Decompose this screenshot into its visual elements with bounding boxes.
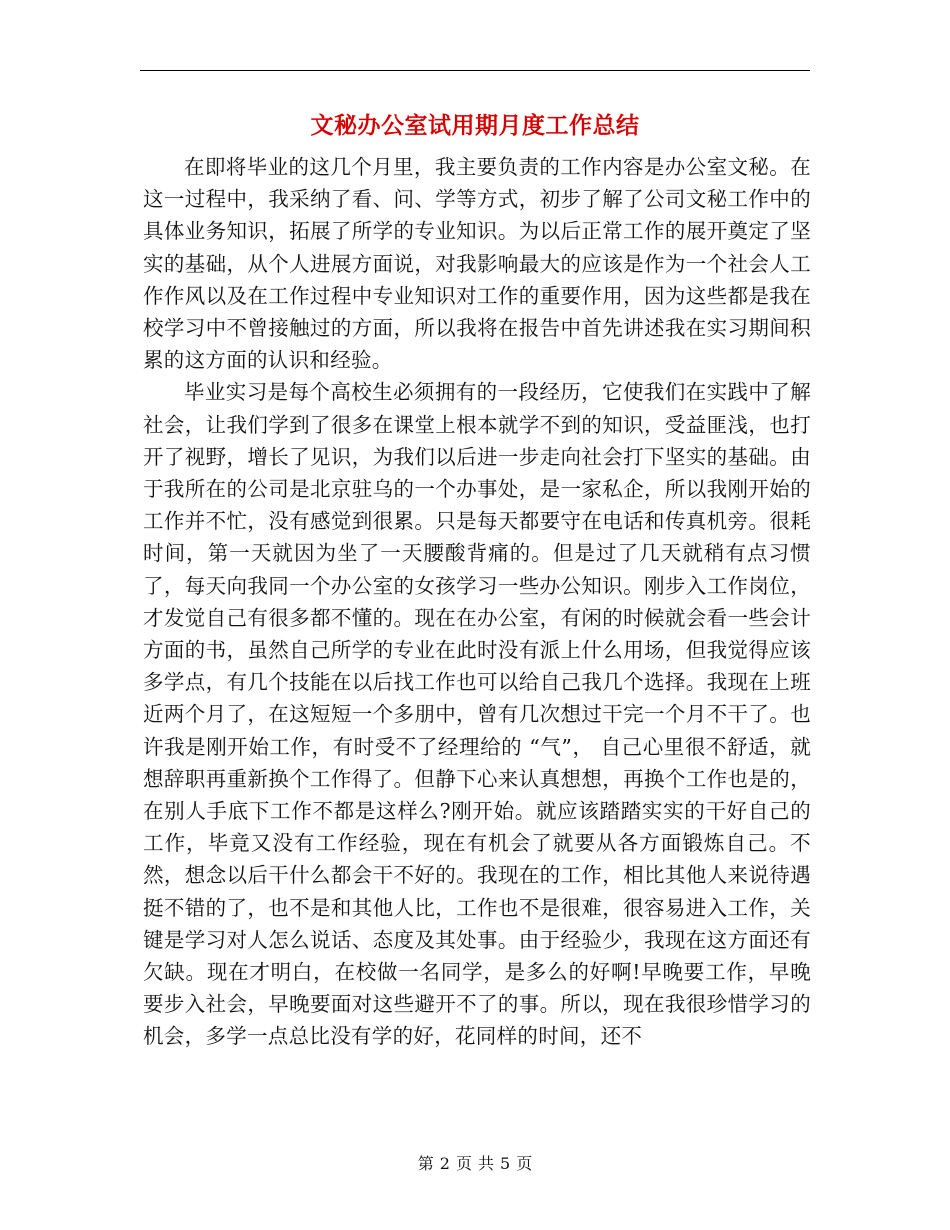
footer-total-pages: 5 xyxy=(500,1154,511,1173)
document-body xyxy=(143,151,811,1053)
header-rule xyxy=(140,70,810,71)
footer-suffix: 页 xyxy=(516,1154,533,1173)
footer-current-page: 2 xyxy=(439,1154,450,1173)
footer-total-word: 共 xyxy=(478,1154,495,1173)
paragraph-1: 在即将毕业的这几个月里，我主要负责的工作内容是办公室文秘。在这一过程中，我采纳了看、问、学等方式，初步了解了公司文秘工作中的具体业务知识，拓展了所学的专业知识。为以后正常工作的展开奠定了坚实的基础，从个人进展方面说，对我影响最大的应该是作为一个社会人工作作风以及在工作过程中专业知识对工作的重要作用，因为这些都是我在校学习中不曾接触过的方面，所以我将在报告中首先讲述我在实习期间积累的这方面的认识和经验。 xyxy=(143,155,811,373)
document-title: 文秘办公室试用期月度工作总结 xyxy=(310,112,640,139)
footer-page-word: 页 xyxy=(455,1154,472,1173)
page-footer xyxy=(0,1153,950,1175)
paragraph-2: 毕业实习是每个高校生必须拥有的一段经历，它使我们在实践中了解社会，让我们学到了很多在课堂上根本就学不到的知识，受益匪浅，也打开了视野，增长了见识，为我们以后进一步走向社会打下坚实的基础。由于我所在的公司是北京驻乌的一个办事处，是一家私企，所以我刚开始的工作并不忙，没有感觉到很累。只是每天都要守在电话和传真机旁。很耗时间，第一天就因为坐了一天腰酸背痛的。但是过了几天就稍有点习惯了，每天向我同一个办公室的女孩学习一些办公知识。刚步入工作岗位，才发觉自己有很多都不懂的。现在在办公室，有闲的时候就会看一些会计方面的书，虽然自己所学的专业在此时没有派上什么用场，但我觉得应该多学点，有几个技能在以后找工作也可以给自己我几个选择。我现在上班近两个月了，在这短短一个多朋中，曾有几次想过干完一个月不干了。也许我是刚开始工作，有时受不了经理给的 “气”， 自己心里很不舒适，就想辞职再重新换个工作得了。但静下心来认真想想，再换个工作也是的，在别人手底下工作不都是这样么?刚开始。就应该踏踏实实的干好自己的工作，毕竟又没有工作经验，现在有机会了就要从各方面锻炼自己。不然，想念以后干什么都会干不好的。我现在的工作，相比其他人来说待遇挺不错的了，也不是和其他人比，工作也不是很难，很容易进入工作，关键是学习对人怎么说话、态度及其处事。由于经验少，我现在这方面还有欠缺。现在才明白，在校做一名同学，是多么的好啊!早晚要工作，早晚要步入社会，早晚要面对这些避开不了的事。所以，现在我很珍惜学习的机会，多学一点总比没有学的好，花同样的时间，还不 xyxy=(143,380,811,1049)
footer-prefix: 第 xyxy=(417,1154,434,1173)
